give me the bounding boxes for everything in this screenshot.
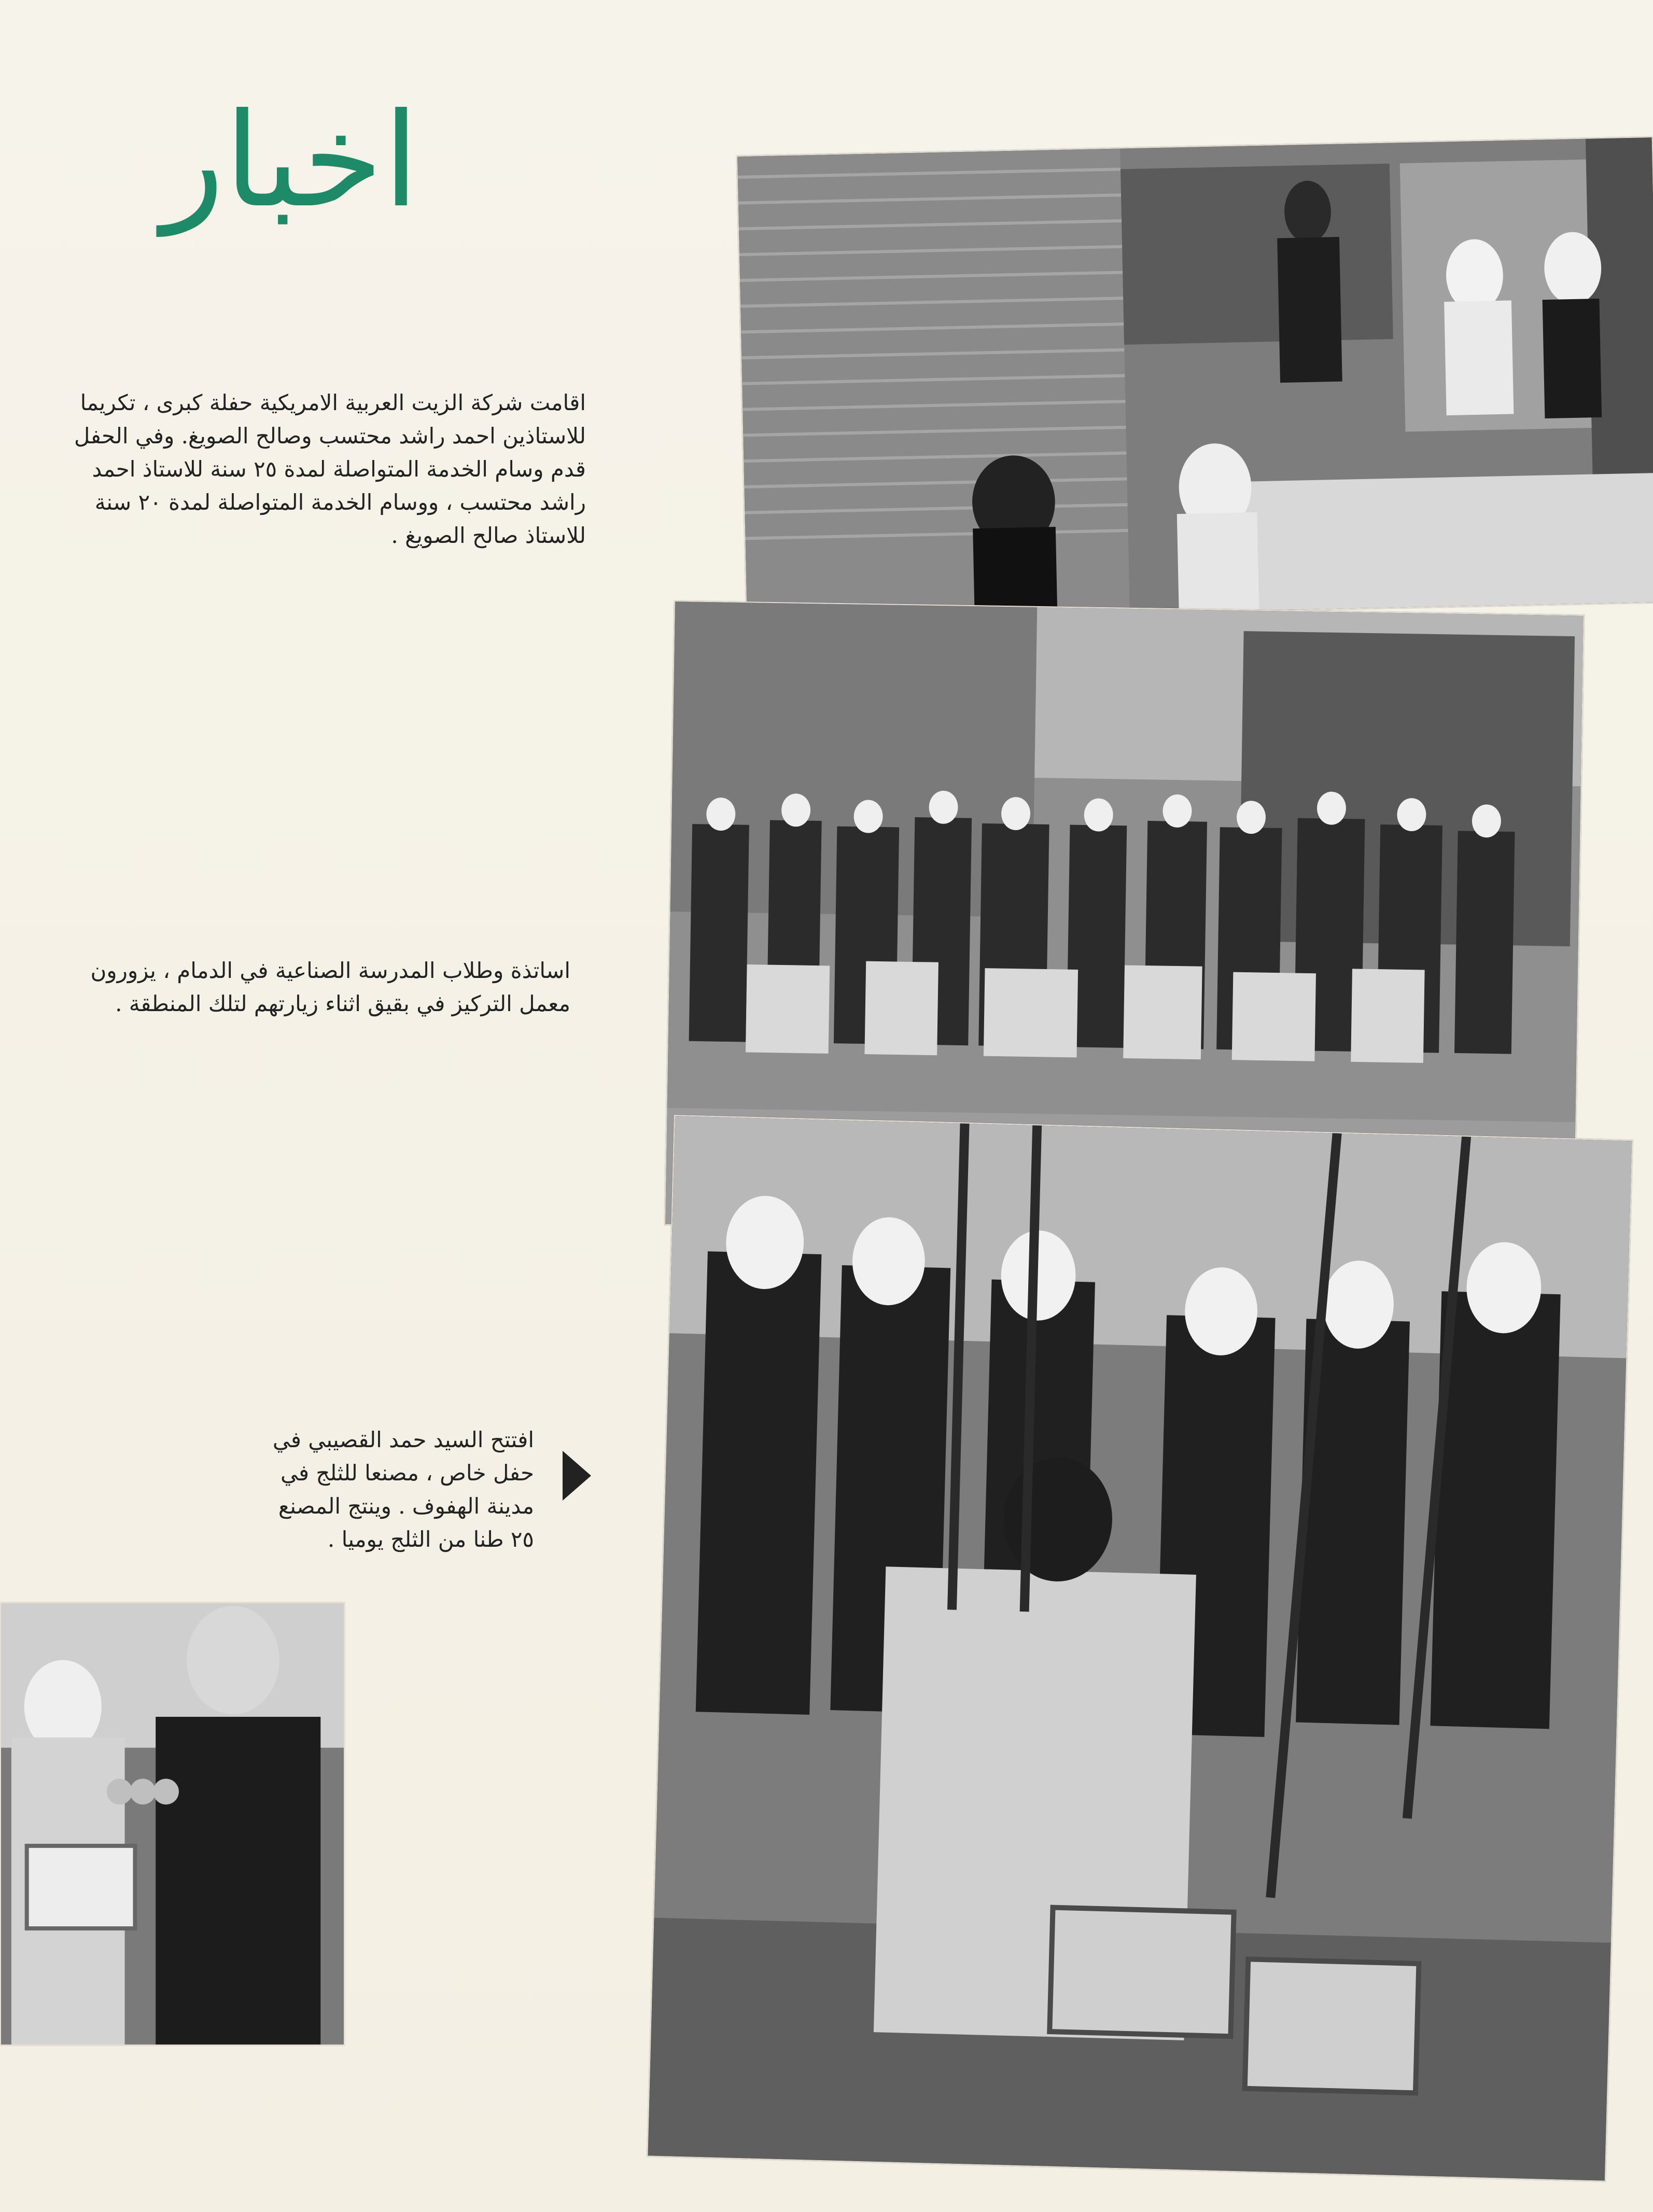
photo-award-ceremony bbox=[736, 136, 1653, 622]
section-title: اخبار bbox=[161, 85, 419, 236]
ice-factory-image bbox=[648, 1116, 1632, 2181]
caption-school-visit: اساتذة وطلاب المدرسة الصناعية في الدمام ، يزورون معمل التركيز في بقيق اثناء زيارتهم لتلك المنطقة . bbox=[90, 958, 570, 1016]
caption-ice-factory: افتتح السيد حمد القصيبي في حفل خاص ، مصنعا للثلج في مدينة الهفوف . وينتج المصنع ٢٥ طنا من الثلج يوميا . bbox=[272, 1427, 534, 1552]
pointer-arrow-icon bbox=[563, 1451, 591, 1501]
caption-award-ceremony: اقامت شركة الزيت العربية الامريكية حفلة كبرى ، تكريما للاستاذين احمد راشد محتسب وصالح الصويغ. وفي الحفل قدم وسام الخدمة المتواصلة لمدة ٢٥ سنة للاستاذ احمد راشد محتسب ، ووسام الخدمة المتواصلة لمدة ٢٠ سنة للاستاذ صالح الصويغ . bbox=[74, 390, 586, 548]
photo-presentation bbox=[0, 1602, 345, 2046]
photo-ice-factory bbox=[647, 1115, 1633, 2182]
award-ceremony-image bbox=[737, 137, 1653, 621]
presentation-image bbox=[1, 1603, 344, 2045]
